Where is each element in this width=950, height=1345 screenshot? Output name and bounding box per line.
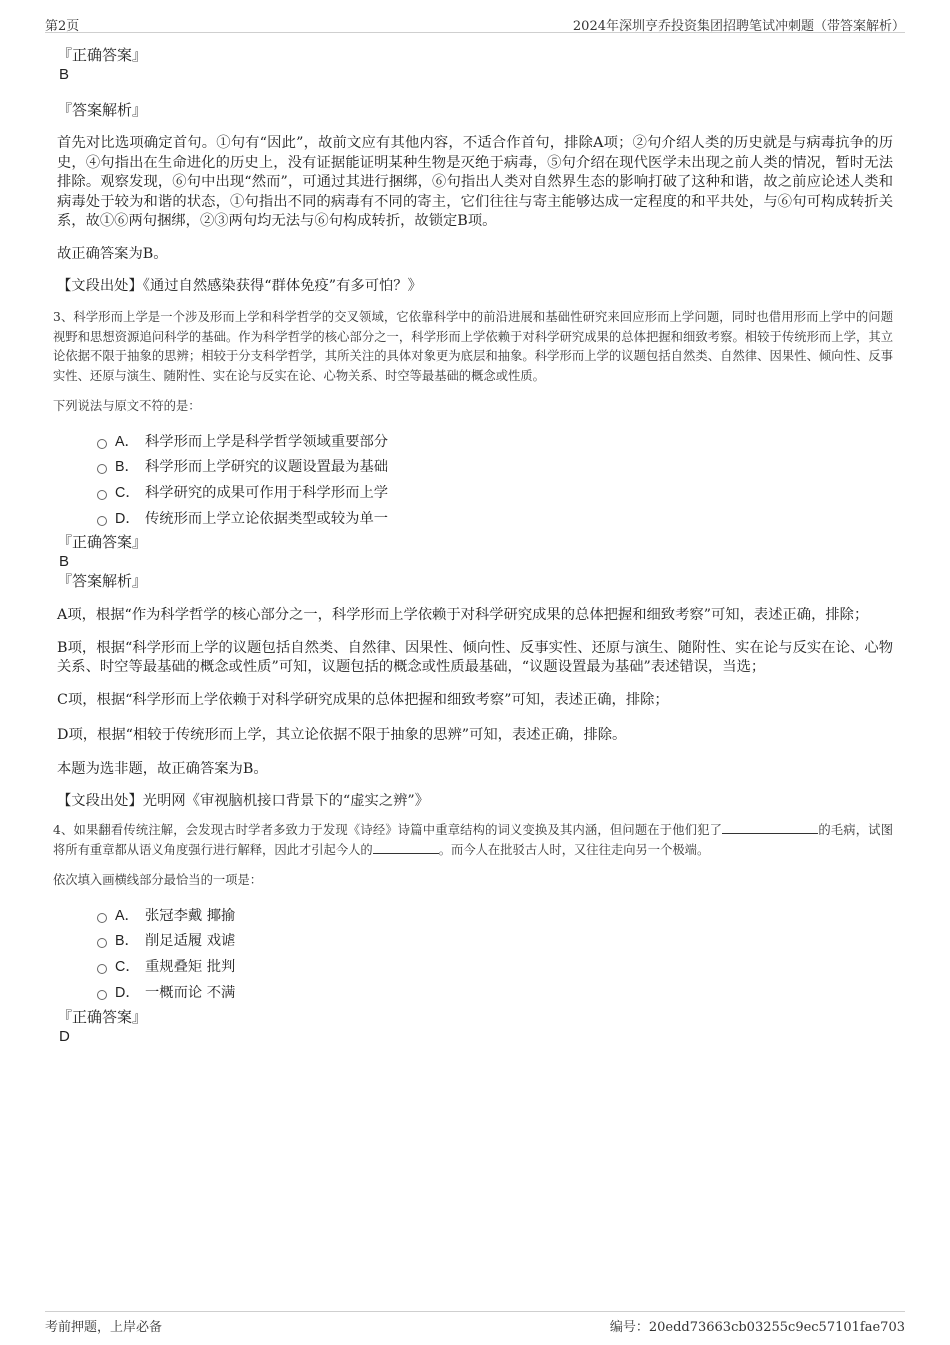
q3-conclusion: 本题为选非题，故正确答案为B。 [57,760,268,777]
page-footer [45,1311,905,1334]
q4-stem: 4、如果翻看传统注解，会发现古时学者多致力于发现《诗经》诗篇中重章结构的词义变换及其内涵，但问题在于他们犯了 的毛病，试图将所有重章都从语义角度强行进行解释，因此才引起今人的 。而今人在批驳古人时，又往往走向另一个极端。 [53,823,893,857]
q4-option-d[interactable]: D． 一概而论 不满 [57,983,893,1009]
q2-answer: B [59,66,70,83]
q4-option-b[interactable]: B． 削足适履 戏谑 [57,931,893,957]
document-title: 2024年深圳亨乔投资集团招聘笔试冲刺题（带答案解析） [572,19,905,34]
radio-icon[interactable] [97,938,107,948]
fill-blank-1 [722,821,818,834]
radio-icon[interactable] [97,490,107,500]
q4-option-a[interactable]: A． 张冠李戴 揶揄 [57,906,893,932]
q2-answer-label: 『正确答案』 [57,46,148,64]
q3-prompt: 下列说法与原文不符的是： [53,399,201,413]
radio-icon[interactable] [97,990,107,1000]
q3-option-c[interactable]: C． 科学研究的成果可作用于科学形而上学 [57,483,893,509]
q3-stem: 3、科学形而上学是一个涉及形而上学和科学哲学的交叉领域，它依靠科学中的前沿进展和基础性研究来回应形而上学问题，同时也借用形而上学中的问题视野和思想资源追问科学的基础。作为科学哲学的核心部分之一，科学形而上学依赖于对科学研究成果的总体把握和细致考察。相较于传统形而上学，其立论依据不限于抽象的思辨；相较于分支科学哲学，其所关注的具体对象更为底层和抽象。科学形而上学的议题包括自然类、自然律、因果性、倾向性、反事实性、还原与演生、随附性、实在论与反实在论、心物关系、时空等最基础的概念或性质。 [53,310,893,383]
q4-answer-label: 『正确答案』 [57,1007,148,1026]
q4-answer: D [59,1027,70,1045]
q3-option-d[interactable]: D． 传统形而上学立论依据类型或较为单一 [57,509,893,535]
radio-icon[interactable] [97,913,107,923]
q4-option-c[interactable]: C． 重规叠矩 批判 [57,957,893,983]
page-content [53,45,893,1046]
q3-options [57,432,893,535]
q3-analysis-d: D项，根据“相较于传统形而上学，其立论依据不限于抽象的思辨”可知，表述正确，排除。 [57,727,627,744]
q3-analysis-label: 『答案解析』 [57,572,148,591]
page-number: 第2页 [45,19,80,34]
q4-prompt: 依次填入画横线部分最恰当的一项是： [53,873,263,888]
q2-conclusion: 故正确答案为B。 [57,245,168,262]
document-code: 编号：20edd73663cb03255c9ec57101fae703 [609,1320,905,1335]
radio-icon[interactable] [97,464,107,474]
footer-slogan: 考前押题，上岸必备 [45,1320,163,1335]
radio-icon[interactable] [97,964,107,974]
radio-icon[interactable] [97,439,107,449]
q3-answer: B [59,553,70,571]
q3-answer-label: 『正确答案』 [57,533,148,552]
radio-icon[interactable] [97,516,107,526]
q4-options [57,906,893,1009]
q2-source: 【文段出处】《通过自然感染获得“群体免疫”有多可怕？》 [57,278,422,294]
q3-analysis-b: B项，根据“科学形而上学的议题包括自然类、自然律、因果性、倾向性、反事实性、还原与演生、随附性、实在论与反实在论、心物关系、时空等最基础的概念或性质”可知，议题包括的概念或性质最基础，“议题设置最为基础”表述错误，当选； [57,639,893,676]
q3-analysis-a: A项，根据“作为科学哲学的核心部分之一，科学形而上学依赖于对科学研究成果的总体把握和细致考察”可知，表述正确，排除； [57,607,869,624]
q3-option-a[interactable]: A． 科学形而上学是科学哲学领域重要部分 [57,432,893,458]
page-header [45,12,905,33]
fill-blank-2 [373,841,439,854]
q3-source: 【文段出处】光明网《审视脑机接口背景下的“虚实之辨”》 [57,793,430,810]
q2-analysis: 首先对比选项确定首句。①句有“因此”，故前文应有其他内容，不适合作首句，排除A项；②句介绍人类的历史就是与病毒抗争的历史，④句指出在生命进化的历史上，没有证据能证明某种生物是灭绝于病毒，⑤句介绍在现代医学未出现之前人类的情况，暂时无法排除。观察发现，⑥句中出现“然而”，可通过其进行捆绑，⑥句指出人类对自然界生态的影响打破了这种和谐，故之前应论述人类和病毒处于较为和谐的状态，①句指出不同的病毒有不同的寄主，它们往往与寄主能够达成一定程度的和平共处，与⑥句可构成转折关系，故①⑥两句捆绑，②③两句均无法与⑥句构成转折，故锁定B项。 [57,135,893,229]
q3-option-b[interactable]: B． 科学形而上学研究的议题设置最为基础 [57,457,893,483]
q3-analysis-c: C项，根据“科学形而上学依赖于对科学研究成果的总体把握和细致考察”可知，表述正确，排除； [57,691,669,708]
q2-analysis-label: 『答案解析』 [57,101,148,119]
